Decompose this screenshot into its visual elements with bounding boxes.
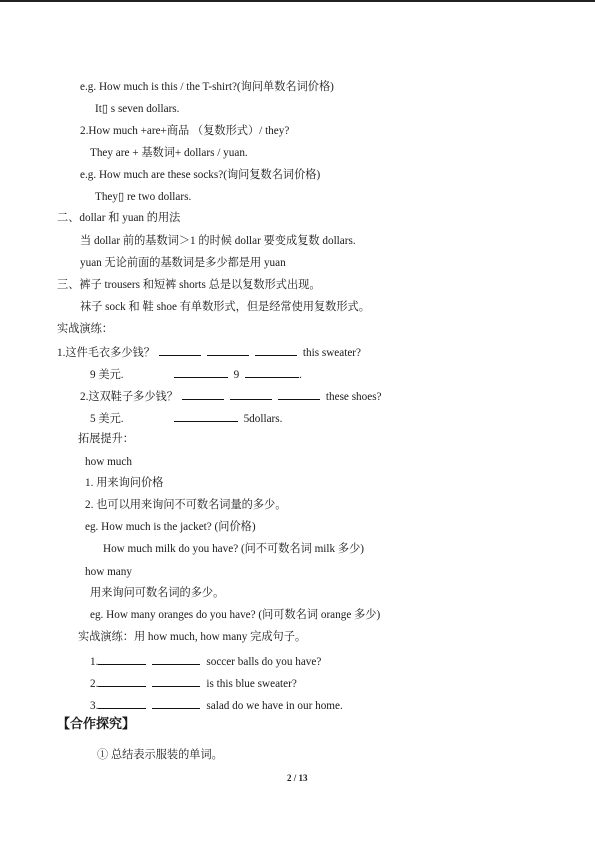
item-number: 1. (90, 656, 99, 668)
answer-blank[interactable] (174, 410, 238, 422)
exercise-item (90, 366, 302, 382)
period: . (299, 369, 302, 381)
answer-blank[interactable] (152, 675, 200, 687)
heading-line: 二、dollar 和 yuan 的用法 (57, 212, 181, 224)
example-line: e.g. How much are these socks?(询问复数名词价格) (80, 169, 321, 181)
example-line: e.g. How much is this / the T-shirt?(询问单数名词价格) (80, 81, 334, 93)
question-text: 1.这件毛衣多少钱？ (57, 347, 155, 359)
item-tail: soccer balls do you have? (206, 656, 322, 668)
answer-blank[interactable] (152, 653, 200, 665)
answer-tail: 5dollars. (243, 413, 283, 425)
text-line: 用来询问可数名词的多少。 (90, 587, 225, 599)
text-line: 当 dollar 前的基数词＞1 的时候 dollar 要变成复数 dollars. (80, 235, 356, 247)
question-tail: these shoes? (325, 391, 382, 403)
page-number: 2 / 13 (287, 773, 308, 783)
answer-blank[interactable] (152, 697, 200, 709)
answer-blank[interactable] (98, 675, 146, 687)
list-item: 1. 用来询问价格 (85, 477, 164, 489)
exercise-item (90, 675, 297, 691)
example-line: eg. How much is the jacket? (问价格) (85, 521, 256, 533)
list-item: ① 总结表示服装的单词。 (97, 749, 223, 761)
text-line: It▯ s seven dollars. (95, 103, 180, 115)
answer-blank[interactable] (230, 388, 272, 400)
heading-line: 实战演练： (57, 323, 113, 335)
text-line: They are + 基数词+ dollars / yuan. (90, 147, 248, 159)
example-line: eg. How many oranges do you have? (问可数名词 orange 多少) (90, 609, 381, 621)
answer-blank[interactable] (245, 366, 299, 378)
item-tail: salad do we have in our home. (206, 700, 343, 712)
text-line: yuan 无论前面的基数词是多少都是用 yuan (80, 257, 286, 269)
section-heading: 【合作探究】 (57, 717, 136, 732)
text-line: 2.How much +are+商品 （复数形式）/ they? (80, 125, 290, 137)
answer-blank[interactable] (182, 388, 224, 400)
answer-blank[interactable] (174, 366, 228, 378)
example-line: How much milk do you have? (问不可数名词 milk 多少) (103, 543, 365, 555)
answer-blank[interactable] (98, 697, 146, 709)
answer-blank[interactable] (207, 344, 249, 356)
item-number: 3. (90, 700, 99, 712)
exercise-item (90, 653, 321, 669)
heading-line: 三、裤子 trousers 和短裤 shorts 总是以复数形式出现。 (57, 279, 321, 291)
list-item: 2. 也可以用来询问不可数名词量的多少。 (85, 499, 287, 511)
exercise-item (90, 410, 282, 426)
exercise-item (90, 697, 343, 713)
question-text: 2.这双鞋子多少钱？ (80, 391, 178, 403)
answer-blank[interactable] (255, 344, 297, 356)
item-tail: is this blue sweater? (206, 678, 297, 690)
answer-text: 9 美元. (90, 369, 124, 381)
item-number: 2. (90, 678, 99, 690)
answer-text: 5 美元. (90, 413, 124, 425)
heading-line: 拓展提升： (78, 433, 134, 445)
exercise-item (57, 344, 361, 360)
answer-blank[interactable] (159, 344, 201, 356)
question-tail: this sweater? (302, 347, 361, 359)
text-line: They▯ re two dollars. (95, 191, 192, 203)
exercise-item (80, 388, 382, 404)
text-line: how many (85, 566, 132, 578)
top-rule (0, 0, 595, 2)
text-line: 袜子 sock 和 鞋 shoe 有单数形式，但是经常使用复数形式。 (80, 301, 370, 313)
answer-number: 9 (233, 369, 240, 381)
answer-blank[interactable] (278, 388, 320, 400)
heading-line: 实战演练：用 how much, how many 完成句子。 (78, 631, 307, 643)
text-line: how much (85, 456, 132, 468)
answer-blank[interactable] (98, 653, 146, 665)
